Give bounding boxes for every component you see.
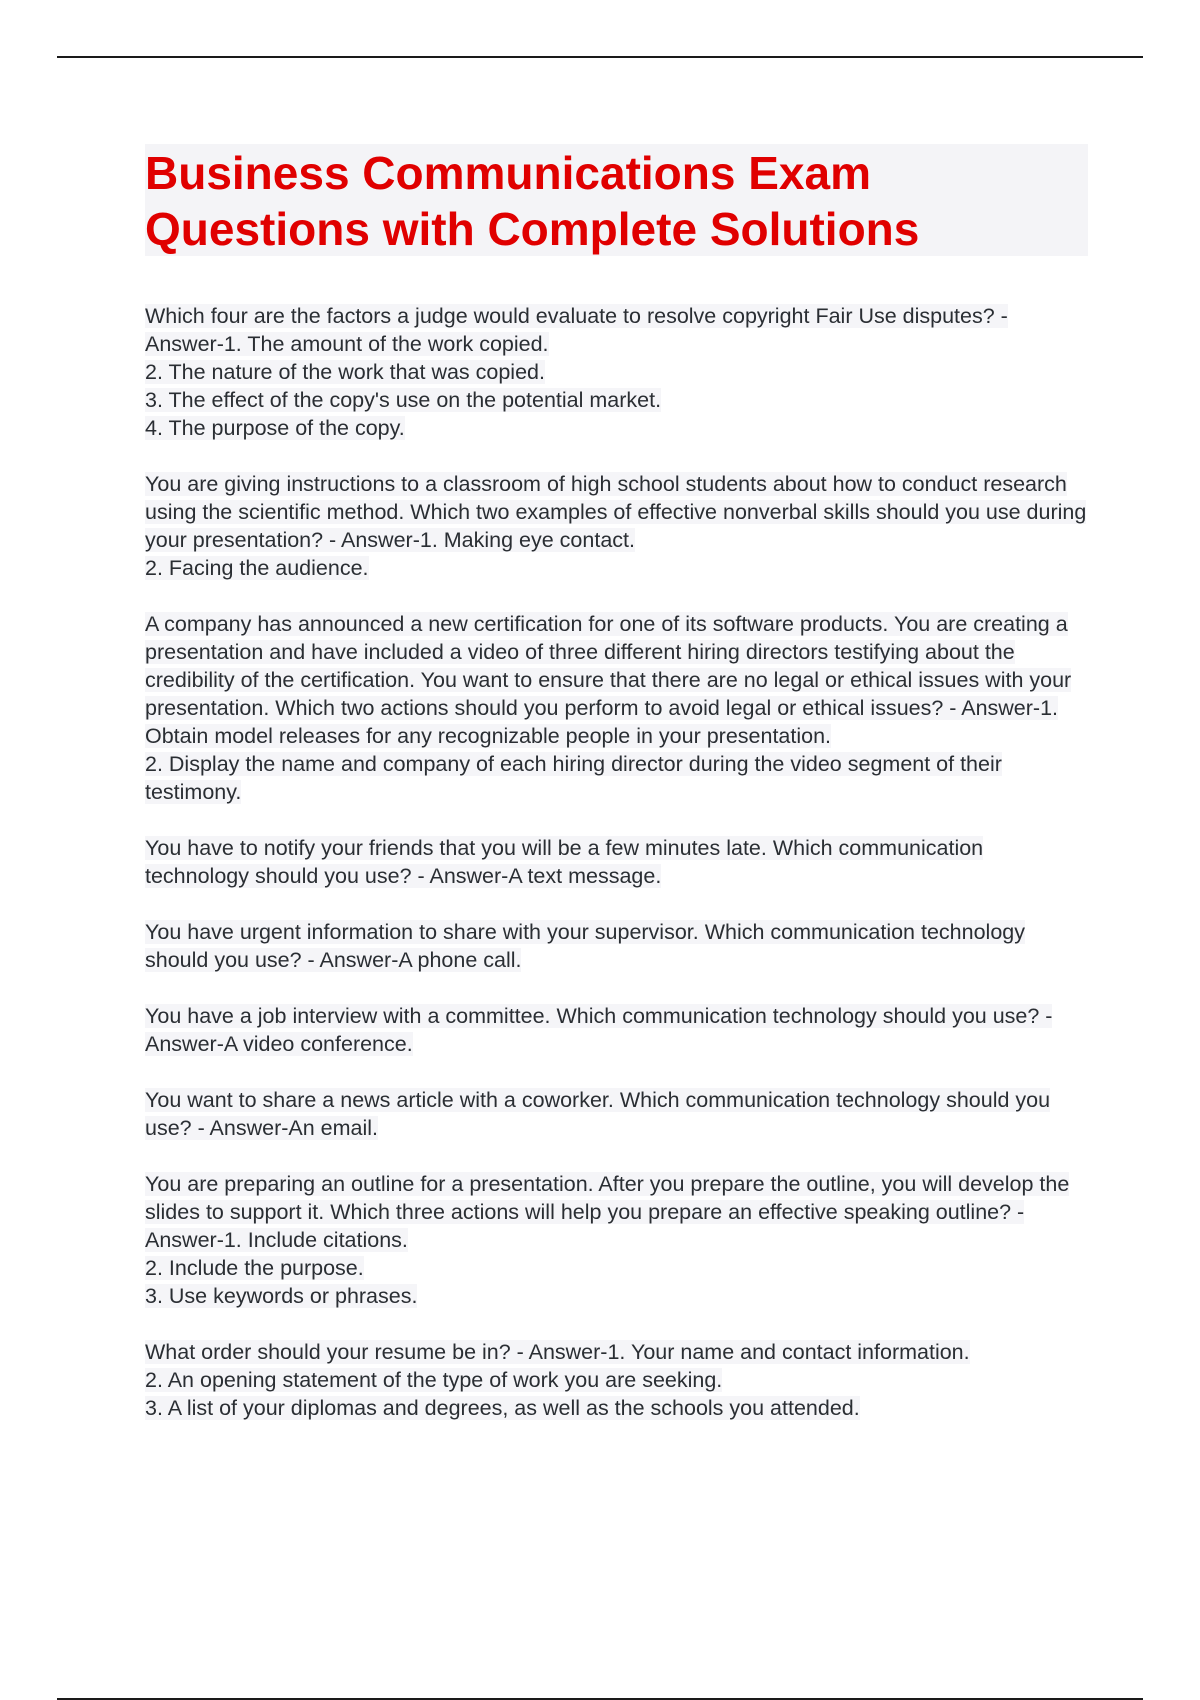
qa-line: 2. Facing the audience. (145, 556, 369, 580)
title-line-1: Business Communications Exam (145, 147, 871, 199)
qa-item (145, 302, 1090, 442)
qa-line: You are preparing an outline for a presentation. After you prepare the outline, you will develop the slides to support it. Which three actions will help you prepare an effective speaking outline? - Answer-1. Include citations. (145, 1172, 1070, 1252)
qa-content (145, 302, 1090, 1450)
qa-item (145, 1338, 1090, 1422)
qa-line: A company has announced a new certification for one of its software products. You are creating a presentation and have included a video of three different hiring directors testifying about the credibility of the certification. You want to ensure that there are no legal or ethical issues with your presentation. Which two actions should you perform to avoid legal or ethical issues? - Answer-1. Obtain model releases for any recognizable people in your presentation. (145, 612, 1072, 748)
qa-item (145, 1086, 1090, 1142)
qa-item (145, 470, 1090, 582)
qa-line: You want to share a news article with a coworker. Which communication technology should you use? - Answer-An email. (145, 1088, 1051, 1140)
qa-line: What order should your resume be in? - Answer-1. Your name and contact information. (145, 1340, 970, 1364)
qa-line: 3. The effect of the copy's use on the potential market. (145, 388, 662, 412)
qa-line: 2. Display the name and company of each hiring director during the video segment of their testimony. (145, 752, 1002, 804)
qa-item (145, 1002, 1090, 1058)
qa-line: 2. The nature of the work that was copied. (145, 360, 545, 384)
qa-line: You have a job interview with a committee. Which communication technology should you use? - Answer-A video conference. (145, 1004, 1053, 1056)
qa-item (145, 610, 1090, 806)
title-block (145, 144, 1088, 256)
qa-line: 3. Use keywords or phrases. (145, 1284, 418, 1308)
qa-line: 4. The purpose of the copy. (145, 416, 405, 440)
qa-line: You are giving instructions to a classroom of high school students about how to conduct research using the scientific method. Which two examples of effective nonverbal skills should you use during your presentation? - Answer-1. Making eye contact. (145, 472, 1087, 552)
qa-item (145, 834, 1090, 890)
qa-line: You have urgent information to share with your supervisor. Which communication technology should you use? - Answer-A phone call. (145, 920, 1025, 972)
qa-line: 3. A list of your diplomas and degrees, as well as the schools you attended. (145, 1396, 860, 1420)
qa-line: Which four are the factors a judge would evaluate to resolve copyright Fair Use disputes? - Answer-1. The amount of the work copied. (145, 304, 1008, 356)
top-rule (57, 56, 1143, 58)
qa-line: You have to notify your friends that you will be a few minutes late. Which communication technology should you use? - Answer-A text message. (145, 836, 984, 888)
qa-line: 2. Include the purpose. (145, 1256, 364, 1280)
qa-item (145, 918, 1090, 974)
qa-item (145, 1170, 1090, 1310)
qa-line: 2. An opening statement of the type of work you are seeking. (145, 1368, 723, 1392)
page-title (145, 144, 1088, 257)
title-line-2: Questions with Complete Solutions (145, 203, 920, 255)
